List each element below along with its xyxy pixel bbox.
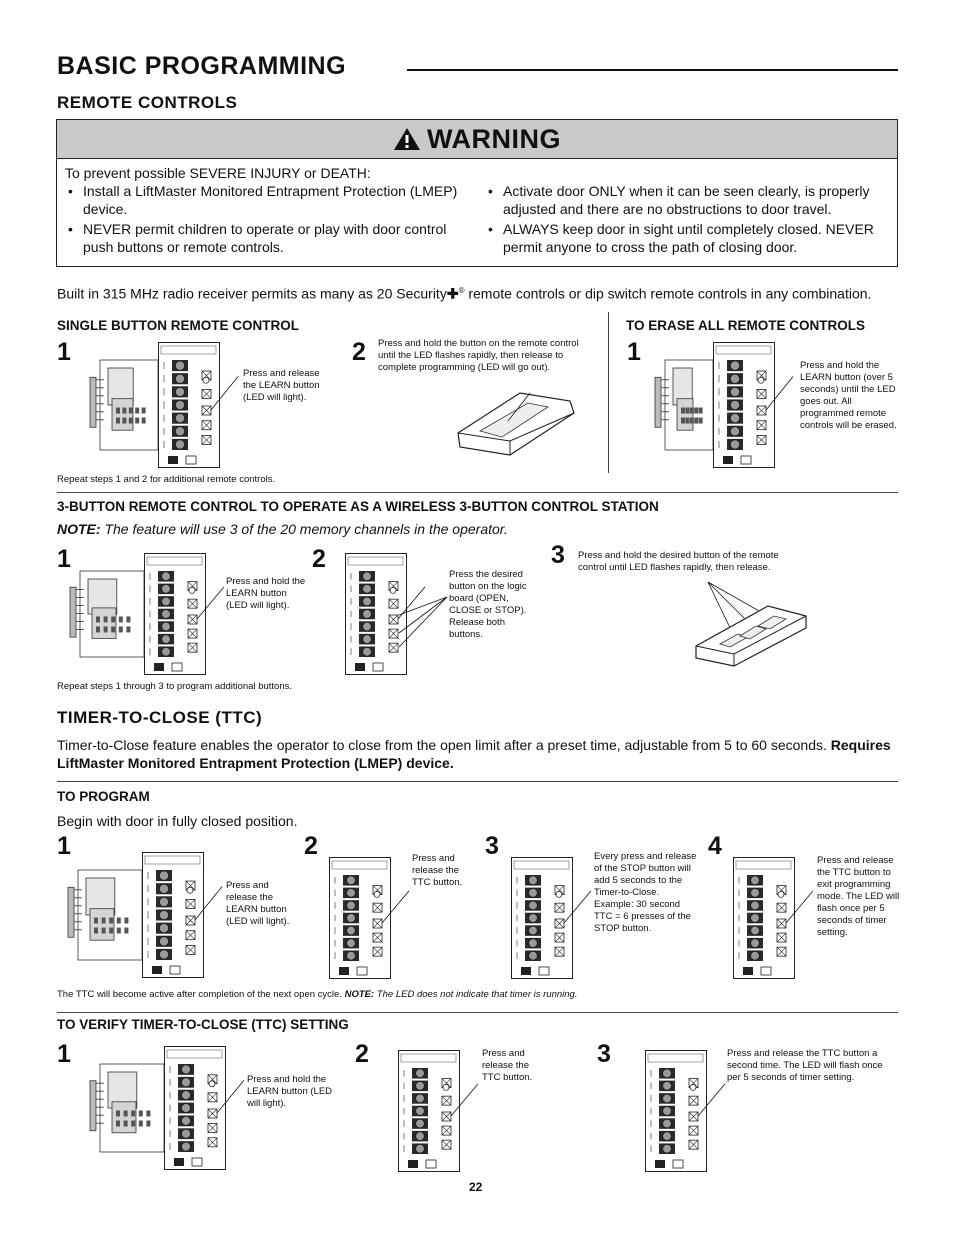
warning-header [57,120,897,159]
step-number: 2 [312,545,326,573]
step-number: 1 [57,545,71,573]
single-button-heading: SINGLE BUTTON REMOTE CONTROL [57,318,299,333]
logic-board-diagram [398,1050,460,1177]
logic-board-diagram [329,857,391,984]
logic-board-svg [68,852,204,978]
receiver-text-a: Built in 315 MHz radio receiver permits as many as 20 Security [57,285,447,302]
warning-title: WARNING [427,123,561,154]
logic-board-diagram [733,857,795,984]
step-number: 2 [355,1040,369,1068]
receiver-text-b: remote controls or dip switch remote controls in any combination. [464,285,872,302]
step-caption: Press and release the TTC button. [482,1048,533,1083]
ttc-active-note-text: The TTC will become active after completion of the next open cycle. [57,989,345,1000]
to-program-intro: Begin with door in fully closed position. [57,813,298,829]
logic-board-svg [90,1046,226,1170]
step-caption: Press and release the LEARN button (LED will light). [243,368,320,403]
step-caption: Press and hold the desired button of the remote control until LED flashes rapidly, then release. [578,550,779,573]
warning-bullet: • Activate door ONLY when it can be seen clearly, is properly adjusted and there are no obstructions to door travel. [485,182,875,218]
logic-board-svg [329,857,391,979]
registered-mark: ® [458,286,465,295]
logic-board-svg [733,857,795,979]
repeat-note: Repeat steps 1 and 2 for additional remote controls. [57,474,276,485]
logic-board-diagram [655,342,775,473]
step-caption: Press the desired button on the logic board (OPEN, CLOSE or STOP). Release both buttons. [449,569,527,640]
step-number: 3 [485,832,499,860]
page-title: BASIC PROGRAMMING [57,52,347,80]
logic-board-svg [511,857,573,979]
logic-board-svg [655,342,775,468]
step-caption: Press and hold the button on the remote control until the LED flashes rapidly, then release to complete programming (LED will go out). [378,338,579,373]
note-label: NOTE: [344,989,375,1000]
single-button-remote-illustration [450,383,580,461]
step-caption: Every press and release of the STOP button will add 5 seconds to the Timer-to-Close. Example: 30 second TTC = 6 presses of the STOP button. [594,851,697,934]
step-caption: Press and release the TTC button. [412,853,463,888]
step-number: 4 [708,832,722,860]
pointer-lines [395,595,455,655]
note-text: The LED does not indicate that timer is running. [374,989,578,1000]
step-caption: Press and release the TTC button to exit programming mode. The LED will flash once per 5 seconds of timer setting. [817,855,900,938]
logic-board-svg [398,1050,460,1172]
step-number: 1 [57,338,71,366]
logic-board-diagram [90,342,220,473]
logic-board-diagram [90,1046,226,1175]
warning-body [65,164,891,255]
section-rule [57,492,898,493]
receiver-text [57,282,871,303]
page-number: 22 [469,1180,483,1194]
repeat-note: Repeat steps 1 through 3 to program additional buttons. [57,681,293,692]
step-number: 3 [551,541,565,569]
remote-controls-heading: REMOTE CONTROLS [57,93,238,112]
logic-board-svg [90,342,220,468]
logic-board-svg [70,553,206,675]
warning-box [56,119,898,267]
warning-intro: To prevent possible SEVERE INJURY or DEATH: [65,165,371,181]
step-number: 2 [304,832,318,860]
step-caption: Press and release the TTC button a second time. The LED will flash once per 5 seconds of timer setting. [727,1048,883,1083]
logic-board-diagram [511,857,573,984]
logic-board-diagram [70,553,206,680]
ttc-intro-requirement: Requires LiftMaster Monitored Entrapment Protection (LMEP) device. [57,737,891,771]
to-program-heading: TO PROGRAM [57,789,150,804]
ttc-intro-text: Timer-to-Close feature enables the operator to close from the open limit after a preset time, adjustable from 5 to 60 seconds. [57,737,831,753]
warning-triangle-icon [393,127,421,151]
security-plus-symbol: ✚ [446,285,459,302]
ttc-intro [57,736,897,772]
logic-board-diagram [645,1050,707,1177]
section-divider [608,312,609,473]
warning-bullet: • Install a LiftMaster Monitored Entrapment Protection (LMEP) device. [65,182,465,218]
verify-heading: TO VERIFY TIMER-TO-CLOSE (TTC) SETTING [57,1017,349,1032]
note-text: The feature will use 3 of the 20 memory channels in the operator. [100,521,508,537]
step-caption: Press and hold the LEARN button (LED will light). [226,576,306,611]
section-rule [57,1012,898,1013]
title-rule [407,69,898,71]
step-number: 1 [57,832,71,860]
three-button-remote-illustration [690,580,810,670]
step-number: 3 [597,1040,611,1068]
step-caption: Press and hold the LEARN button (over 5 seconds) until the LED goes out. All programmed remote controls will be erased. [800,360,897,431]
step-number: 1 [57,1040,71,1068]
three-button-heading: 3-BUTTON REMOTE CONTROL TO OPERATE AS A WIRELESS 3-BUTTON CONTROL STATION [57,499,659,514]
erase-heading: TO ERASE ALL REMOTE CONTROLS [626,318,866,333]
warning-bullet: • NEVER permit children to operate or play with door control push buttons or remote controls. [65,220,465,256]
step-caption: Press and release the LEARN button (LED will light). [226,880,290,927]
step-number: 2 [352,338,366,366]
three-button-note [57,520,508,538]
ttc-heading: TIMER-TO-CLOSE (TTC) [57,708,263,727]
note-label: NOTE: [57,521,101,537]
step-number: 1 [627,338,641,366]
step-caption: Press and hold the LEARN button (LED will light). [247,1074,333,1109]
warning-bullet: • ALWAYS keep door in sight until completely closed. NEVER permit anyone to cross the path of closing door. [485,220,875,256]
ttc-active-note [57,989,577,1001]
logic-board-svg [645,1050,707,1172]
section-rule [57,781,898,782]
logic-board-diagram [68,852,204,983]
